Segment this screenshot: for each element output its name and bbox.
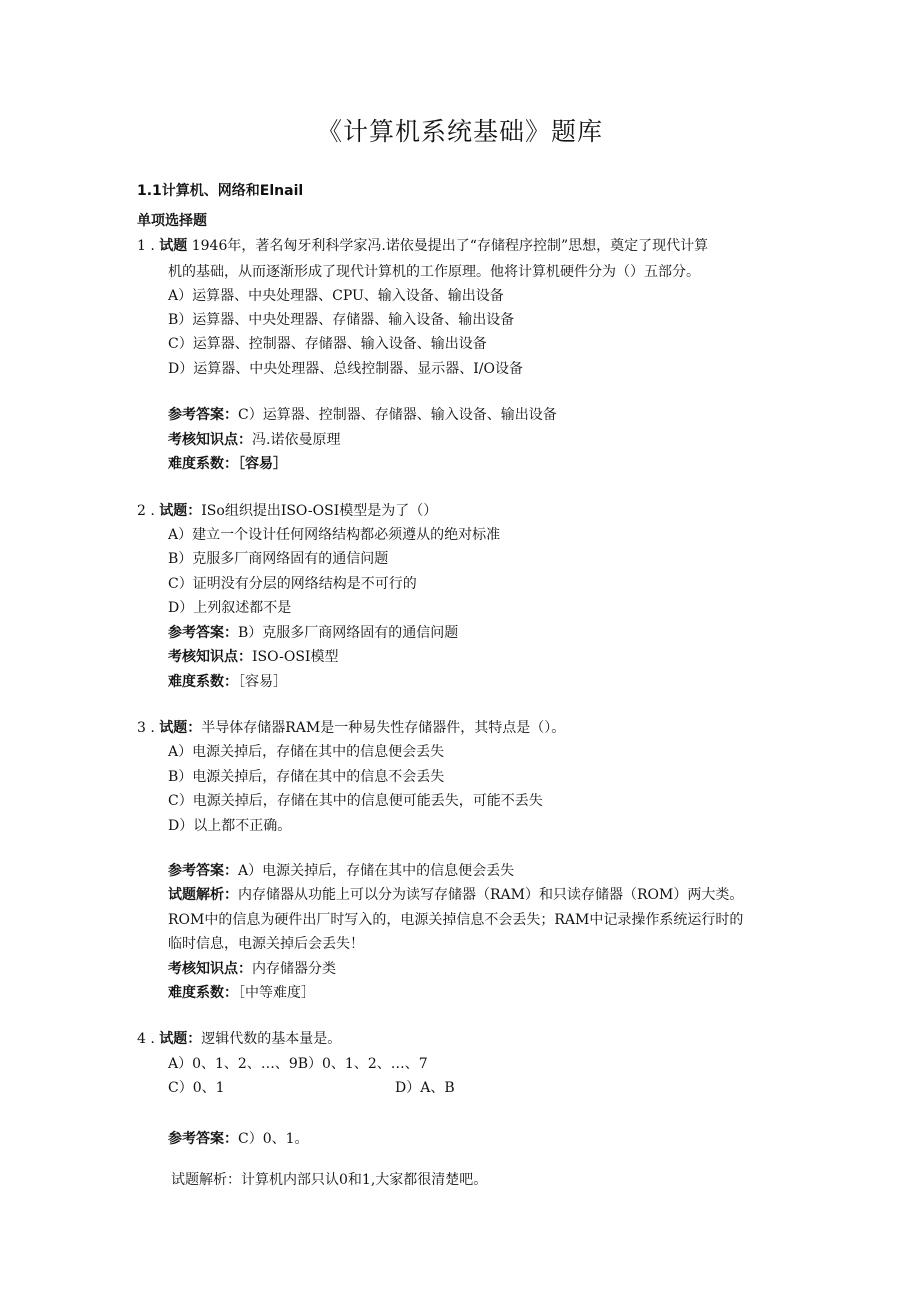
question-3-option-c: C）电源关掉后，存储在其中的信息便可能丢失，可能不丢失: [168, 793, 543, 809]
question-stem: 逻辑代数的基本量是。: [201, 1031, 342, 1047]
question-3-analysis-line3: 临时信息，电源关掉后会丢失！: [168, 936, 364, 952]
question-4-option-d: D）A、B: [395, 1080, 455, 1096]
knowledge-label: 考核知识点：: [168, 961, 252, 977]
answer-label: 参考答案：: [168, 625, 238, 641]
question-number: 4 .: [137, 1031, 155, 1047]
answer-label: 参考答案：: [168, 1131, 238, 1147]
knowledge-text: 内存储器分类: [252, 961, 336, 977]
question-2-option-d: D）上列叙述都不是: [168, 600, 292, 616]
question-stem: ISo组织提出ISO-OSI模型是为了（）: [201, 503, 438, 519]
question-number: 2 .: [137, 503, 155, 519]
difficulty-text: ［中等难度］: [238, 985, 315, 1001]
question-1-option-d: D）运算器、中央处理器、总线控制器、显示器、I/O设备: [168, 361, 523, 377]
question-2-line1: [137, 500, 437, 520]
question-label: 试题：: [159, 1031, 202, 1047]
question-4-option-c: C）0、1: [168, 1080, 225, 1096]
answer-label: 参考答案：: [168, 863, 238, 879]
analysis-text: 计算机内部只认0和1,大家都很清楚吧。: [241, 1172, 488, 1188]
answer-text: B）克服多厂商网络固有的通信问题: [238, 625, 459, 641]
question-3-option-d: D）以上都不正确。: [168, 818, 292, 834]
difficulty-label: 难度系数：: [168, 985, 238, 1001]
answer-text: C）运算器、控制器、存储器、输入设备、输出设备: [238, 407, 557, 423]
page-title: 《计算机系统基础》题库: [316, 117, 603, 146]
question-number: 3 .: [137, 720, 155, 736]
question-3-analysis-line2: ROM中的信息为硬件出厂时写入的，电源关掉信息不会丢失；RAM中记录操作系统运行时的: [168, 912, 744, 928]
question-2-difficulty: [168, 671, 287, 691]
question-1-difficulty: [168, 453, 287, 473]
question-2-option-b: B）克服多厂商网络固有的通信问题: [168, 551, 389, 567]
knowledge-label: 考核知识点：: [168, 649, 252, 665]
answer-text: C）0、1。: [238, 1131, 309, 1147]
question-2-option-c: C）证明没有分层的网络结构是不可行的: [168, 576, 417, 592]
question-3-knowledge: [168, 958, 336, 978]
question-stem: 1946年，著名匈牙利科学家冯.诺依曼提出了“存储程序控制”思想，奠定了现代计算: [187, 238, 709, 254]
question-3-option-b: B）电源关掉后，存储在其中的信息不会丢失: [168, 769, 445, 785]
question-1-option-b: B）运算器、中央处理器、存储器、输入设备、输出设备: [168, 312, 515, 328]
question-label: 试题：: [159, 720, 202, 736]
question-3-line1: [137, 717, 565, 737]
question-1-option-c: C）运算器、控制器、存储器、输入设备、输出设备: [168, 336, 487, 352]
question-2-knowledge: [168, 646, 338, 666]
knowledge-text: ISO-OSI模型: [252, 649, 339, 665]
section-heading: 1.1计算机、网络和Elnail: [137, 183, 304, 199]
question-label: 试题：: [159, 503, 202, 519]
question-1-line2: 机的基础，从而逐渐形成了现代计算机的工作原理。他将计算机硬件分为（）五部分。: [168, 264, 700, 280]
question-1-answer: [168, 404, 557, 424]
question-4-analysis: [171, 1169, 487, 1189]
question-1-line1: [137, 235, 708, 255]
difficulty-label: 难度系数：: [168, 674, 238, 690]
difficulty-text: ［容易］: [238, 674, 287, 690]
knowledge-text: 冯.诺依曼原理: [252, 432, 341, 448]
question-3-answer: [168, 860, 514, 880]
question-stem: 半导体存储器RAM是一种易失性存储器件，其特点是（）。: [201, 720, 566, 736]
question-label: 试题: [159, 238, 188, 254]
question-2-answer: [168, 622, 458, 642]
question-number: 1 .: [137, 238, 155, 254]
question-2-option-a: A）建立一个设计任何网络结构都必须遵从的绝对标准: [168, 527, 501, 543]
analysis-label: 试题解析：: [168, 887, 238, 903]
question-4-line1: [137, 1028, 341, 1048]
answer-text: A）电源关掉后，存储在其中的信息便会丢失: [238, 863, 515, 879]
difficulty-text: ［容易］: [238, 456, 287, 472]
question-1-option-a: A）运算器、中央处理器、CPU、输入设备、输出设备: [168, 288, 504, 304]
question-4-options-ab: A）0、1、2、…、9B）0、1、2、…、7: [168, 1056, 428, 1072]
question-3-option-a: A）电源关掉后，存储在其中的信息便会丢失: [168, 744, 445, 760]
analysis-label: 试题解析：: [171, 1172, 241, 1188]
knowledge-label: 考核知识点：: [168, 432, 252, 448]
question-1-knowledge: [168, 429, 340, 449]
subsection-heading: 单项选择题: [137, 213, 207, 229]
question-3-difficulty: [168, 982, 315, 1002]
question-3-analysis-line1: [168, 884, 743, 904]
analysis-text: 内存储器从功能上可以分为读写存储器（RAM）和只读存储器（ROM）两大类。: [238, 887, 744, 903]
answer-label: 参考答案：: [168, 407, 238, 423]
question-4-answer: [168, 1128, 309, 1148]
difficulty-label: 难度系数：: [168, 456, 238, 472]
